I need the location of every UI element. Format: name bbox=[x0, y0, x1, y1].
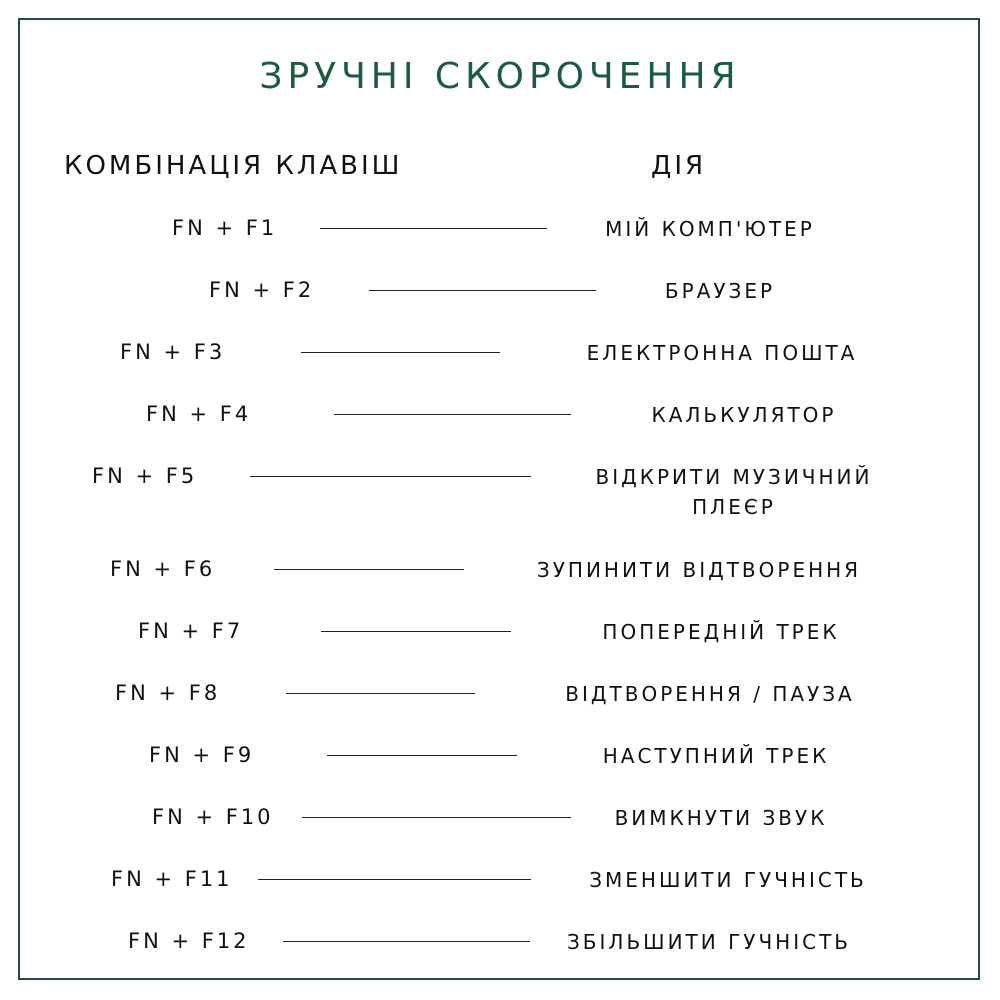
shortcut-row-f6 bbox=[0, 555, 1000, 595]
shortcut-row-f2 bbox=[0, 276, 1000, 316]
connector-line bbox=[321, 631, 511, 632]
shortcut-row-f12 bbox=[0, 927, 1000, 967]
shortcut-action-line1: ВІДКРИТИ МУЗИЧНИЙ bbox=[595, 465, 873, 489]
shortcut-key: FN + F2 bbox=[209, 278, 315, 302]
shortcut-key: FN + F5 bbox=[92, 464, 198, 488]
connector-line bbox=[301, 352, 500, 353]
shortcut-action: ВИМКНУТИ ЗВУК bbox=[614, 806, 828, 830]
connector-line bbox=[302, 817, 571, 818]
connector-line bbox=[369, 290, 596, 291]
shortcut-row-f1 bbox=[0, 214, 1000, 254]
shortcut-key: FN + F3 bbox=[120, 340, 226, 364]
shortcut-action-line2: ПЛЕЄР bbox=[692, 495, 776, 519]
shortcut-action: МІЙ КОМП'ЮТЕР bbox=[605, 217, 815, 241]
shortcut-action: ЗМЕНШИТИ ГУЧНІСТЬ bbox=[589, 868, 867, 892]
shortcut-action bbox=[564, 462, 904, 522]
shortcut-action: КАЛЬКУЛЯТОР bbox=[651, 403, 837, 427]
shortcut-key: FN + F1 bbox=[172, 216, 278, 240]
shortcut-key: FN + F12 bbox=[128, 929, 250, 953]
shortcut-key: FN + F11 bbox=[111, 867, 233, 891]
shortcut-key: FN + F9 bbox=[149, 743, 255, 767]
connector-line bbox=[258, 879, 531, 880]
shortcut-key: FN + F7 bbox=[138, 619, 244, 643]
page-title: ЗРУЧНІ СКОРОЧЕННЯ bbox=[259, 56, 741, 97]
shortcut-row-f4 bbox=[0, 400, 1000, 440]
shortcut-row-f11 bbox=[0, 865, 1000, 905]
shortcut-row-f3 bbox=[0, 338, 1000, 378]
connector-line bbox=[286, 693, 475, 694]
shortcut-key: FN + F10 bbox=[152, 805, 274, 829]
shortcut-action: ЗБІЛЬШИТИ ГУЧНІСТЬ bbox=[566, 930, 852, 954]
connector-line bbox=[250, 476, 531, 477]
shortcut-action: ПОПЕРЕДНІЙ ТРЕК bbox=[602, 620, 840, 644]
shortcut-action: БРАУЗЕР bbox=[664, 279, 776, 303]
shortcut-action: ЗУПИНИТИ ВІДТВОРЕННЯ bbox=[536, 558, 862, 582]
header-combination: КОМБІНАЦІЯ КЛАВІШ bbox=[64, 151, 403, 181]
connector-line bbox=[283, 941, 530, 942]
connector-line bbox=[320, 228, 547, 229]
shortcut-row-f9 bbox=[0, 741, 1000, 781]
shortcut-row-f10 bbox=[0, 803, 1000, 843]
header-action: ДІЯ bbox=[651, 151, 707, 181]
shortcut-action: ЕЛЕКТРОННА ПОШТА bbox=[586, 341, 858, 365]
shortcut-key: FN + F6 bbox=[110, 557, 216, 581]
connector-line bbox=[334, 414, 571, 415]
shortcut-key: FN + F4 bbox=[146, 402, 252, 426]
connector-line bbox=[327, 755, 517, 756]
shortcut-key: FN + F8 bbox=[115, 681, 221, 705]
connector-line bbox=[274, 569, 464, 570]
shortcut-row-f8 bbox=[0, 679, 1000, 719]
shortcut-row-f7 bbox=[0, 617, 1000, 657]
shortcut-action: ВІДТВОРЕННЯ / ПАУЗА bbox=[565, 682, 855, 706]
shortcut-action: НАСТУПНИЙ ТРЕК bbox=[602, 744, 830, 768]
shortcut-row-f5 bbox=[0, 462, 1000, 532]
